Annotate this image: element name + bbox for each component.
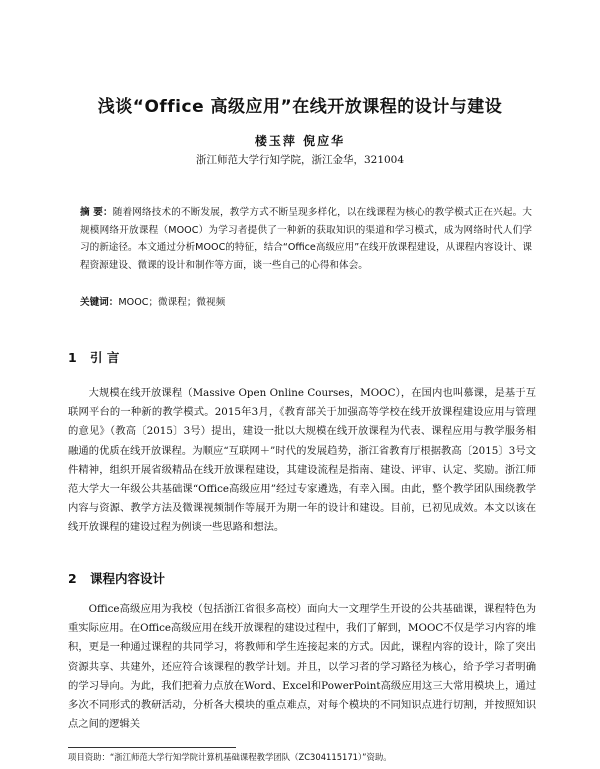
- abstract-text: 随着网络技术的不断发展，教学方式不断呈现多样化，以在线课程为核心的教学模式正在兴起。大规模网络开放课程（MOOC）为学习者提供了一种新的获取知识的渠道和学习模式，成为网络时代人们学习的新途径。本文通过分析MOOC的特征，结合“Office高级应用”在线开放课程建设，从课程内容设计、课程资源建设、微课的设计和制作等方面，谈一些自己的心得和体会。: [80, 207, 533, 271]
- section-heading: [68, 348, 119, 366]
- author-affiliation: 浙江师范大学行知学院，浙江金华，321004: [195, 154, 405, 166]
- abstract: [80, 204, 532, 274]
- section-number: 2: [68, 571, 77, 586]
- footnote: 项目资助：“浙江师范大学行知学院计算机基础课程教学团队（ZC304115171）”资助。: [68, 752, 392, 762]
- keywords-label: 关键词：: [80, 297, 119, 308]
- section-body: 大规模在线开放课程（Massive Open Online Courses，MOOC），在国内也叫慕课，是基于互联网平台的一种新的教学模式。2015年3月，《教育部关于加强高等学校在线开放课程建设应用与管理的意见》（教高〔2015〕3号）提出，建设一批以大规模在线开放课程为代表、课程应用与教学服务相融通的优质在线开放课程。为顺应“互联网＋”时代的发展趋势，浙江省教育厅根据教高〔2015〕3号文件精神，组织开展省级精品在线开放课程建设，其建设流程是指南、建设、评审、认定、奖励。浙江师范大学大一年级公共基础课“Office高级应用”经过专家遴选，有幸入围。由此，整个教学团队围绕教学内容与资源、教学方法及微课视频制作等展开为期一年的设计和建设。目前，已初见成效。本文以该在线开放课程的建设过程为例谈一些思路和想法。: [68, 387, 536, 534]
- paper-authors: 楼玉萍 倪应华: [254, 134, 346, 148]
- keywords: [80, 294, 532, 308]
- keywords-text: MOOC；微课程；微视频: [118, 297, 226, 308]
- footnote-rule: [68, 747, 236, 748]
- section-number: 1: [68, 350, 77, 365]
- section-title: 课程内容设计: [90, 571, 166, 586]
- section-heading: [68, 569, 165, 587]
- section-body: Office高级应用为我校（包括浙江省很多高校）面向大一文理学生开设的公共基础课，课程特色为重实际应用。在Office高级应用在线开放课程的建设过程中，我们了解到，MOOC不仅是学习内容的堆积，更是一种通过课程的共同学习，将教师和学生连接起来的方式。因此，课程内容的设计，除了突出资源共享、共建外，还应符合该课程的教学计划。并且，以学习者的学习路径为核心，给予学习者明确的学习导向。为此，我们把着力点放在Word、Excel和PowerPoint高级应用这三大常用模块上，通过多次不同形式的教研活动，分析各大模块的重点难点，对每个模块的不同知识点进行切割，并按照知识点之间的逻辑关: [68, 603, 536, 731]
- abstract-label: 摘 要：: [80, 207, 113, 218]
- paper-title: 浅谈“Office 高级应用”在线开放课程的设计与建设: [97, 97, 503, 117]
- section-title: 引 言: [90, 350, 120, 365]
